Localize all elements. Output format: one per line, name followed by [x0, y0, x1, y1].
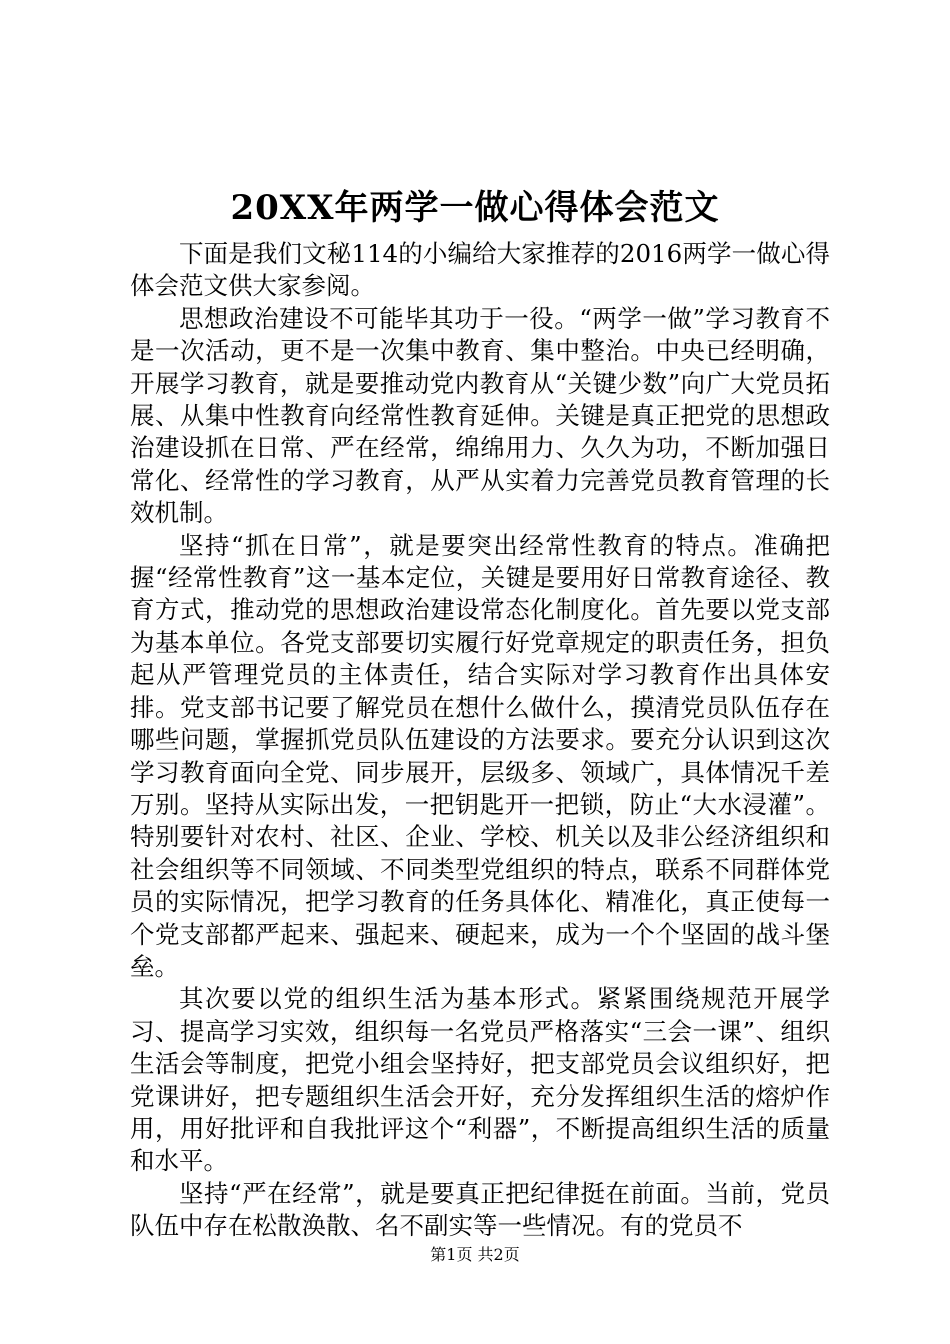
document-body: [130, 238, 830, 1243]
paragraph-discipline: 坚持“严在经常”，就是要真正把纪律挺在前面。当前，党员队伍中存在松散涣散、名不副实等一些情况。有的党员不: [130, 1178, 830, 1241]
document-title: 20XX年两学一做心得体会范文: [230, 188, 720, 228]
page-footer: 第1页 共2页: [430, 1245, 520, 1264]
paragraph-daily-focus: 坚持“抓在日常”，就是要突出经常性教育的特点。准确把握“经常性教育”这一基本定位，关键是要用好日常教育途径、教育方式，推动党的思想政治建设常态化制度化。首先要以党支部为基本单位。各党支部要切实履行好党章规定的职责任务，担负起从严管理党员的主体责任，结合实际对学习教育作出具体安排。党支部书记要了解党员在想什么做什么，摸清党员队伍存在哪些问题，掌握抓党员队伍建设的方法要求。要充分认识到这次学习教育面向全党、同步展开，层级多、领域广，具体情况千差万别。坚持从实际出发，一把钥匙开一把锁，防止“大水浸灌”。特别要针对农村、社区、企业、学校、机关以及非公经济组织和社会组织等不同领域、不同类型党组织的特点，联系不同群体党员的实际情况，把学习教育的任务具体化、精准化，真正使每一个党支部都严起来、强起来、硬起来，成为一个个坚固的战斗堡垒。: [130, 530, 830, 981]
paragraph-intro: 下面是我们文秘114的小编给大家推荐的2016两学一做心得体会范文供大家参阅。: [130, 239, 830, 301]
paragraph-organizational-life: 其次要以党的组织生活为基本形式。紧紧围绕规范开展学习、提高学习实效，组织每一名党员严格落实“三会一课”、组织生活会等制度，把党小组会坚持好，把支部党员会议组织好，把党课讲好，把专题组织生活会开好，充分发挥组织生活的熔炉作用，用好批评和自我批评这个“利器”，不断提高组织生活的质量和水平。: [130, 984, 830, 1176]
paragraph-ideological-building: 思想政治建设不可能毕其功于一役。“两学一做”学习教育不是一次活动，更不是一次集中教育、集中整治。中央已经明确，开展学习教育，就是要推动党内教育从“关键少数”向广大党员拓展、从集中性教育向经常性教育延伸。关键是真正把党的思想政治建设抓在日常、严在经常，绵绵用力、久久为功，不断加强日常化、经常性的学习教育，从严从实着力完善党员教育管理的长效机制。: [130, 303, 830, 528]
